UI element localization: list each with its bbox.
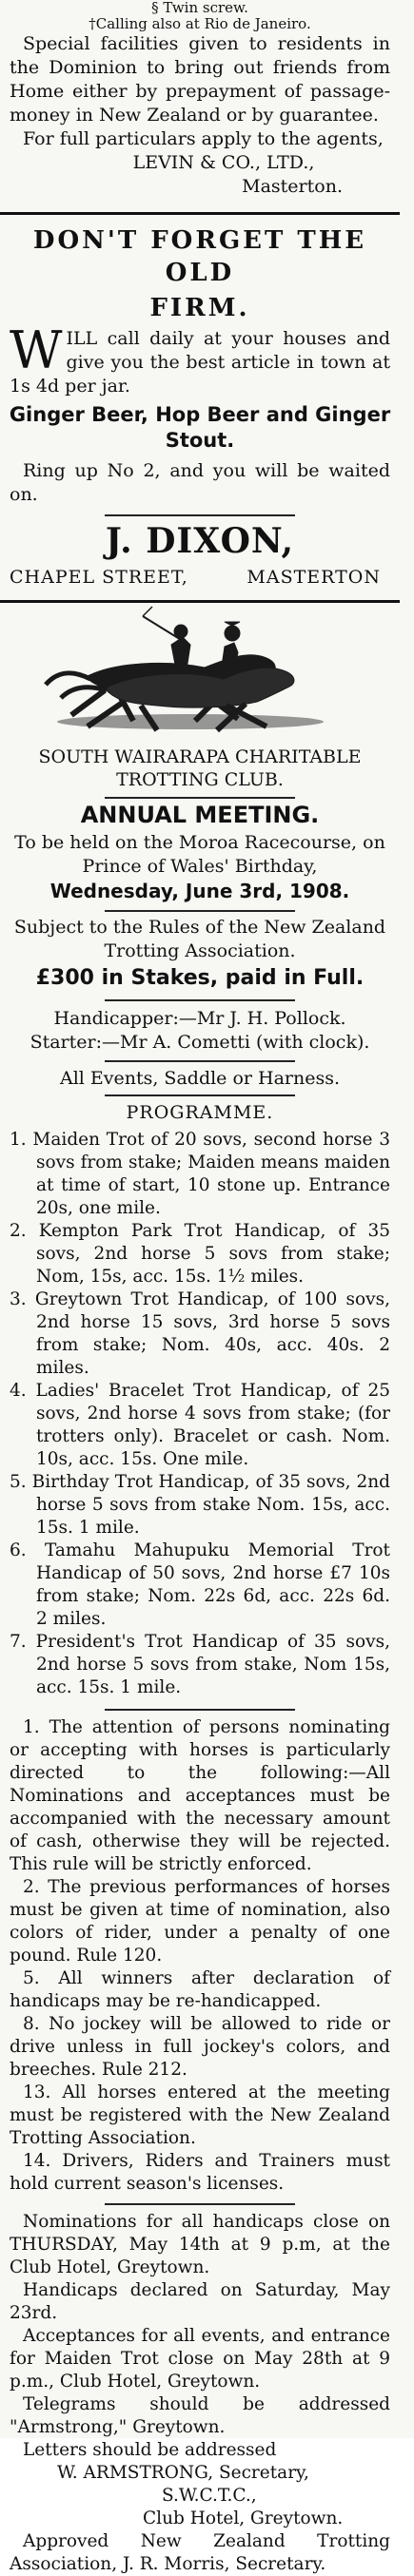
programme-title: PROGRAMME. <box>126 1102 274 1123</box>
agent-place: Masterton. <box>242 176 343 197</box>
dixon-body-text: ILL call daily at your houses and give you the best article in town at 1s 4d per jar. <box>10 328 390 397</box>
condition-item: 1. The attention of persons nominating or accepting with horses is particularly directed to the following:—All Nominations and acceptances must be accompanied with the necessary amount of cash, otherwise they will be rejected. This rule will be strictly enforced. <box>10 1717 390 1874</box>
secretary-org: S.W.C.T.C., <box>162 2486 257 2506</box>
horse-racing-engraving <box>0 603 400 746</box>
dixon-phone: Ring up No 2, and you will be waited on. <box>10 460 390 505</box>
condition-item: 14. Drivers, Riders and Trainers must hold current season's licenses. <box>10 2151 390 2194</box>
twin-screw-note: § Twin screw. <box>151 0 248 16</box>
meeting-title: ANNUAL MEETING. <box>80 802 320 828</box>
telegrams-note: Telegrams should be addressed "Armstrong," Greytown. <box>10 2394 390 2437</box>
handicapper: Handicapper:—Mr J. H. Pollock. <box>53 1008 346 1029</box>
secretary-name: W. ARMSTRONG, Secretary, <box>57 2463 309 2483</box>
emigration-body: Special facilities given to residents in the Dominion to bring out friends from Home either by prepayment of passage-money in New Zealand or by guarantee. <box>10 33 390 126</box>
programme-list <box>0 1129 400 1699</box>
club-name-line-1: SOUTH WAIRARAPA CHARITABLE <box>38 746 362 767</box>
events-note: All Events, Saddle or Harness. <box>59 1068 341 1089</box>
dixon-street: CHAPEL STREET, <box>10 567 188 588</box>
held-on: To be held on the Moroa Racecourse, on Prince of Wales' Birthday, <box>14 832 385 877</box>
handicaps-note: Handicaps declared on Saturday, May 23rd. <box>10 2280 390 2323</box>
dixon-ad <box>0 224 400 589</box>
nominations-note: Nominations for all handicaps close on THURSDAY, May 14th at 9 p.m, at the Club Hotel, Greytown. <box>10 2212 390 2277</box>
secretary-address: Club Hotel, Greytown. <box>143 2508 344 2528</box>
dixon-town: MASTERTON <box>246 567 381 588</box>
dixon-body <box>0 320 400 398</box>
programme-item: 1. Maiden Trot of 20 sovs, second horse 3 sovs from stake; Maiden means maiden at time of start, 10 stone up. Entrance 20s, one mile. <box>10 1130 390 1218</box>
emigration-ad <box>0 0 400 199</box>
dixon-headline-2: FIRM. <box>149 294 250 322</box>
programme-item: 3. Greytown Trot Handicap, of 100 sovs, 2nd horse 15 sovs, 3rd horse 5 sovs from stake; Nom. 40s, acc. 40s. 2 miles. <box>10 1289 390 1378</box>
particulars-line: For full particulars apply to the agents, <box>23 128 384 149</box>
trotting-ad <box>0 603 400 2576</box>
meeting-date: Wednesday, June 3rd, 1908. <box>49 880 350 902</box>
club-name-line-2: TROTTING CLUB. <box>116 769 284 790</box>
stakes: £300 in Stakes, paid in Full. <box>35 966 365 990</box>
dixon-address <box>0 566 400 589</box>
calling-note: †Calling also at Rio de Janeiro. <box>89 15 311 32</box>
drop-cap: W <box>10 320 63 380</box>
programme-item: 5. Birthday Trot Handicap, of 35 sovs, 2nd horse 5 sovs from stake Nom. 15s, acc. 15s. 1 mile. <box>10 1472 390 1538</box>
rules-note: Subject to the Rules of the New Zealand Trotting Association. <box>13 917 386 961</box>
condition-item: 8. No jockey will be allowed to ride or drive unless in full jockey's colors, and breeches. Rule 212. <box>10 2014 390 2080</box>
condition-item: 13. All horses entered at the meeting must be registered with the New Zealand Trotting Association. <box>10 2082 390 2148</box>
letters-note: Letters should be addressed <box>23 2440 277 2460</box>
conditions-list <box>0 1716 400 2196</box>
dixon-products: Ginger Beer, Hop Beer and Ginger Stout. <box>9 403 391 452</box>
programme-item: 7. President's Trot Handicap of 35 sovs, 2nd horse 5 sovs from stake, Nom 15s, acc. 15s. 1 mile. <box>10 1632 390 1697</box>
programme-item: 4. Ladies' Bracelet Trot Handicap, of 25 sovs, 2nd horse 4 sovs from stake; (for trotters only). Bracelet or cash. Nom. 10s, acc. 15s. One mile. <box>10 1381 390 1469</box>
approved-note: Approved New Zealand Trotting Association, J. R. Morris, Secretary. <box>10 2531 390 2574</box>
agent-name: LEVIN & CO., LTD., <box>132 152 315 173</box>
starter: Starter:—Mr A. Cometti (with clock). <box>30 1032 370 1053</box>
condition-item: 2. The previous performances of horses must be given at time of nomination, also colors of rider, under a penalty of one pound. Rule 120. <box>10 1877 390 1966</box>
acceptances-note: Acceptances for all events, and entrance for Maiden Trot close on May 28th at 9 p.m., Club Hotel, Greytown. <box>10 2326 390 2392</box>
condition-item: 5. All winners after declaration of handicaps may be re-handicapped. <box>10 1968 390 2011</box>
trotting-horses-illustration <box>0 603 400 746</box>
dixon-name: J. DIXON, <box>105 521 295 561</box>
programme-item: 2. Kempton Park Trot Handicap, of 35 sovs, 2nd horse 5 sovs from stake; Nom, 15s, acc. 15s. 1½ miles. <box>10 1221 390 1287</box>
dixon-headline-1: DON'T FORGET THE OLD <box>32 226 367 287</box>
programme-item: 6. Tamahu Mahupuku Memorial Trot Handicap of 50 sovs, 2nd horse £7 10s from stake; Nom. 22s 6d, acc. 22s 6d. 2 miles. <box>10 1540 390 1629</box>
